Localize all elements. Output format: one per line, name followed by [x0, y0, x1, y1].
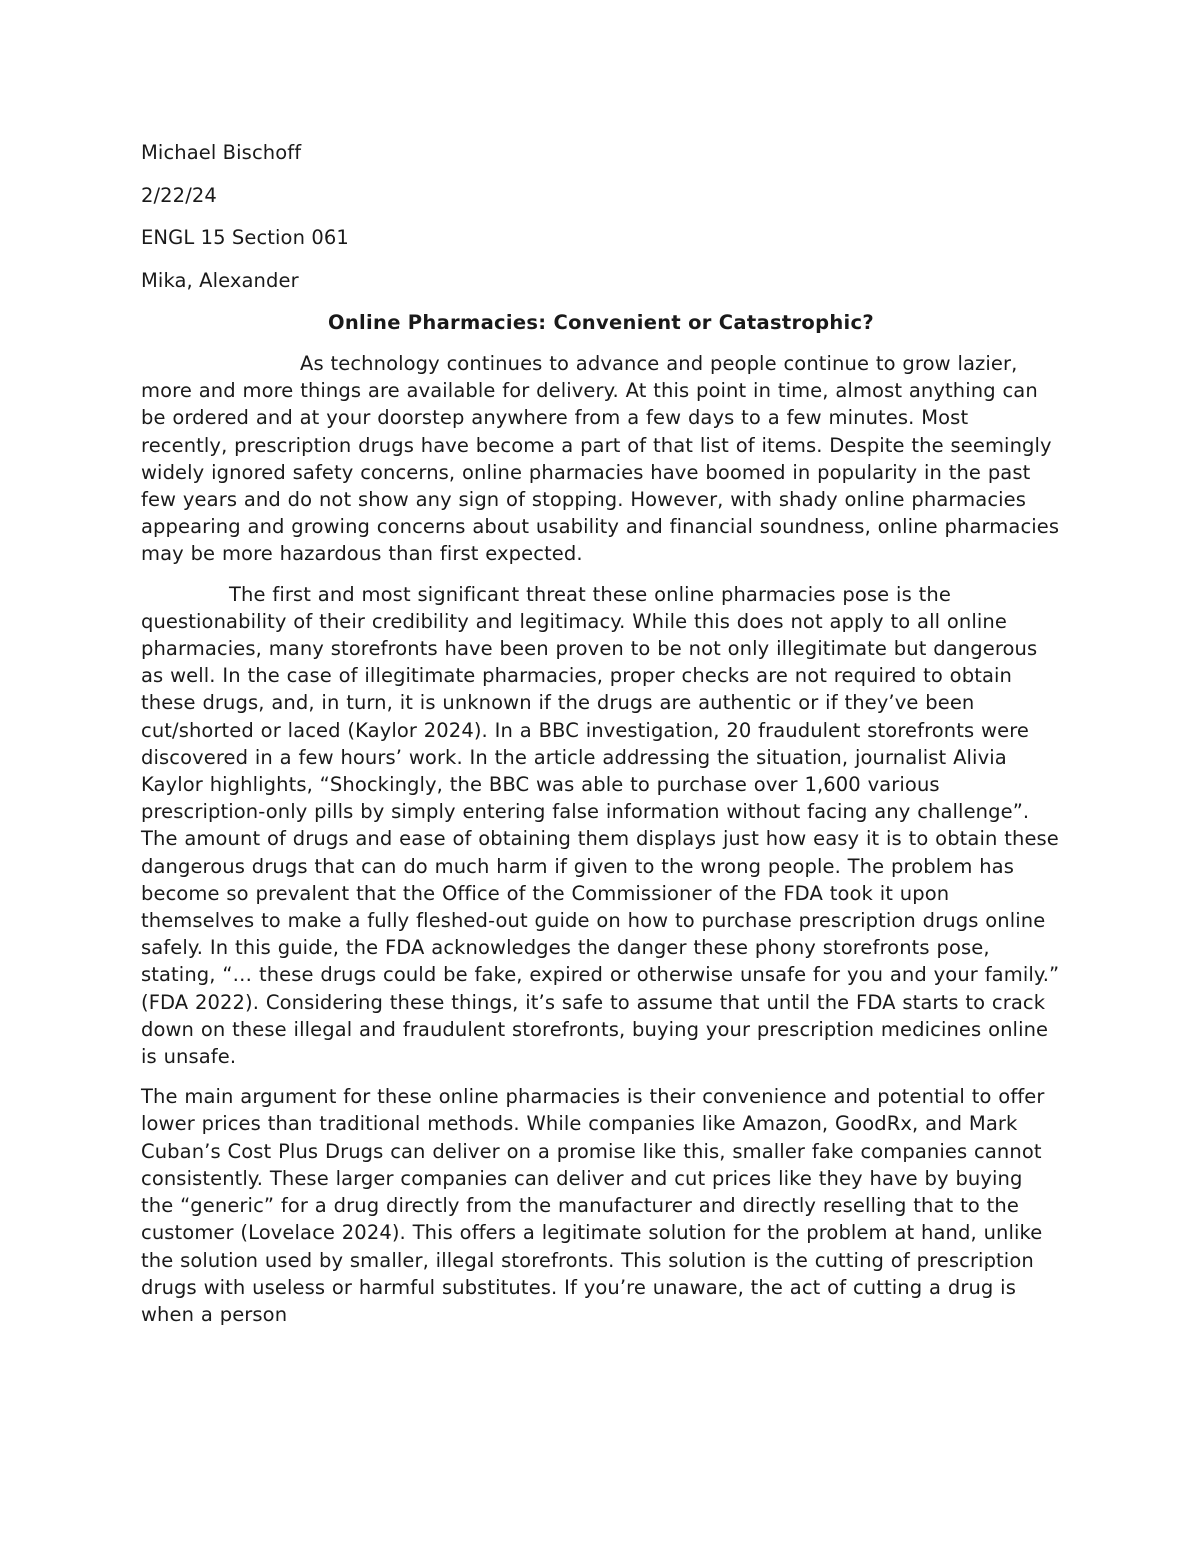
document-body — [141, 138, 1061, 1341]
paragraph-credibility: The first and most significant threat these online pharmacies pose is the questionability of their credibility and legitimacy. While this does not apply to all online pharmacies, many storefronts have been proven to be not only illegitimate but dangerous as well. In the case of illegitimate pharmacies, proper checks are not required to obtain these drugs, and, in turn, it is unknown if the drugs are authentic or if they’ve been cut/shorted or laced (Kaylor 2024). In a BBC investigation, 20 fraudulent storefronts were discovered in a few hours’ work. In the article addressing the situation, journalist Alivia Kaylor highlights, “Shockingly, the BBC was able to purchase over 1,600 various prescription-only pills by simply entering false information without facing any challenge”. The amount of drugs and ease of obtaining them displays just how easy it is to obtain these dangerous drugs that can do much harm if given to the wrong people. The problem has become so prevalent that the Office of the Commissioner of the FDA took it upon themselves to make a fully fleshed-out guide on how to purchase prescription drugs online safely. In this guide, the FDA acknowledges the danger these phony storefronts pose, stating, “… these drugs could be fake, expired or otherwise unsafe for you and your family.” (FDA 2022). Considering these things, it’s safe to assume that until the FDA starts to crack down on these illegal and fraudulent storefronts, buying your prescription medicines online is unsafe. — [141, 582, 1060, 1069]
paragraph-convenience: The main argument for these online pharmacies is their convenience and potential to offer lower prices than traditional methods. While companies like Amazon, GoodRx, and Mark Cuban’s Cost Plus Drugs can deliver on a promise like this, smaller fake companies cannot consistently. These larger companies can deliver and cut prices like they have by buying the “generic” for a drug directly from the manufacturer and directly reselling that to the customer (Lovelace 2024). This offers a legitimate solution for the problem at hand, unlike the solution used by smaller, illegal storefronts. This solution is the cutting of prescription drugs with useless or harmful substitutes. If you’re unaware, the act of cutting a drug is when a person — [141, 1085, 1045, 1326]
course: ENGL 15 Section 061 — [141, 226, 349, 249]
paragraph-intro: As technology continues to advance and people continue to grow lazier, more and more things are available for delivery. At this point in time, almost anything can be ordered and at your doorstep anywhere from a few days to a few minutes. Most recently, prescription drugs have become a part of that list of items. Despite the seemingly widely ignored safety concerns, online pharmacies have boomed in popularity in the past few years and do not show any sign of stopping. However, with shady online pharmacies appearing and growing concerns about usability and financial soundness, online pharmacies may be more hazardous than first expected. — [141, 352, 1060, 566]
essay-title: Online Pharmacies: Convenient or Catastrophic? — [327, 311, 874, 334]
instructor: Mika, Alexander — [141, 268, 299, 292]
author-name: Michael Bischoff — [141, 141, 302, 164]
date: 2/22/24 — [141, 183, 217, 207]
